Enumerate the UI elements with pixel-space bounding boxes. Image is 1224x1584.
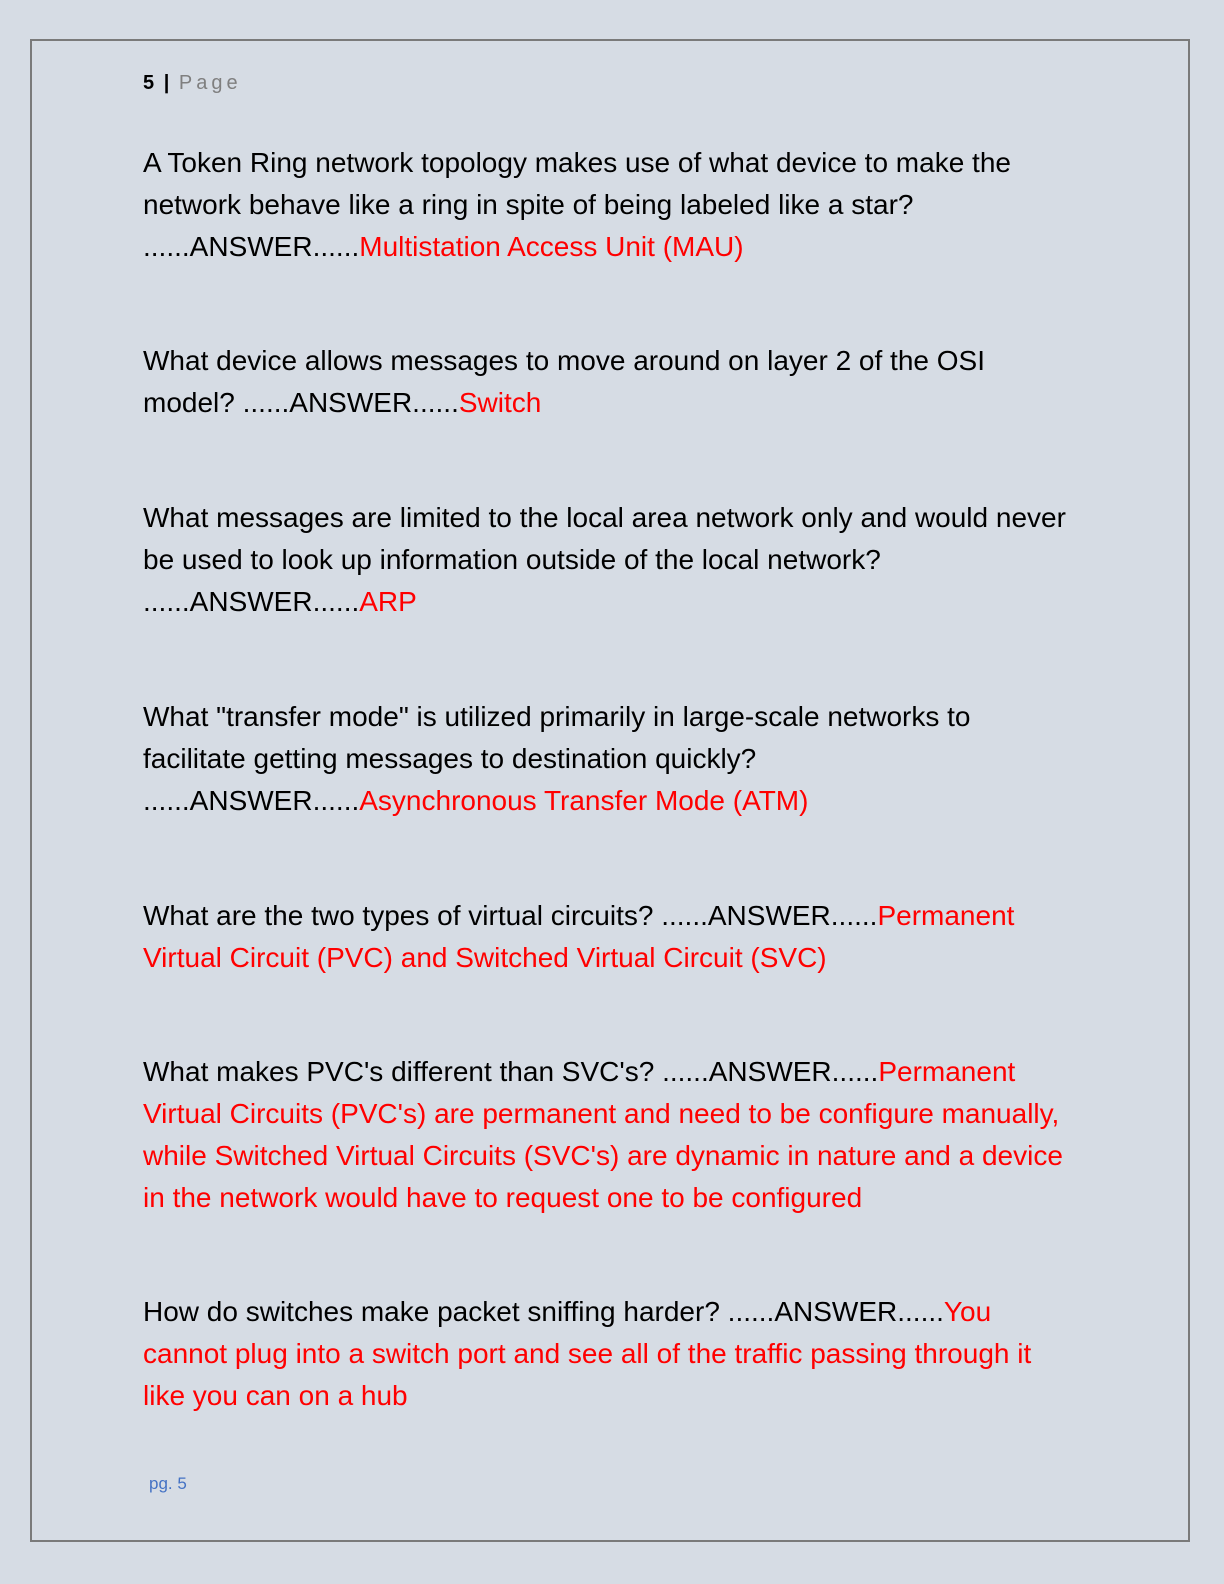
qa-item — [143, 340, 1078, 424]
question-text: What are the two types of virtual circuits? ......ANSWER...... — [143, 900, 878, 931]
qa-item — [143, 497, 1078, 623]
question-text: What "transfer mode" is utilized primarily in large-scale networks to facilitate getting messages to destination quickly? ......ANSWER...... — [143, 701, 971, 816]
qa-item — [143, 696, 1078, 822]
question-text: What messages are limited to the local area network only and would never be used to look up information outside of the local network? ......ANSWER...... — [143, 502, 1066, 617]
header-page-word: Page — [178, 72, 242, 94]
header-separator: | — [163, 72, 170, 94]
question-text: A Token Ring network topology makes use of what device to make the network behave like a ring in spite of being labeled like a star? ......ANSWER...... — [143, 147, 1011, 262]
answer-text: Switch — [458, 387, 542, 418]
answer-text: You cannot plug into a switch port and see all of the traffic passing through it like you can on a hub — [143, 1296, 1032, 1411]
question-text: What makes PVC's different than SVC's? ......ANSWER...... — [143, 1056, 879, 1087]
question-text: How do switches make packet sniffing harder? ......ANSWER...... — [143, 1296, 944, 1327]
qa-item — [143, 142, 1078, 268]
question-text: What device allows messages to move around on layer 2 of the OSI model? ......ANSWER...... — [143, 345, 985, 418]
page-header — [143, 72, 242, 95]
answer-text: ARP — [359, 586, 417, 617]
qa-item — [143, 1291, 1078, 1417]
answer-text: Permanent Virtual Circuits (PVC's) are permanent and need to be configure manually, while Switched Virtual Circuits (SVC's) are dynamic in nature and a device in the network would have to request one to be configured — [143, 1056, 1063, 1213]
answer-text: Multistation Access Unit (MAU) — [359, 231, 744, 262]
page-footer: pg. 5 — [149, 1474, 187, 1493]
header-page-number: 5 — [143, 72, 155, 94]
answer-text: Asynchronous Transfer Mode (ATM) — [359, 785, 809, 816]
answer-text: Permanent Virtual Circuit (PVC) and Switched Virtual Circuit (SVC) — [143, 900, 1015, 973]
qa-item — [143, 895, 1078, 979]
qa-item — [143, 1051, 1078, 1219]
